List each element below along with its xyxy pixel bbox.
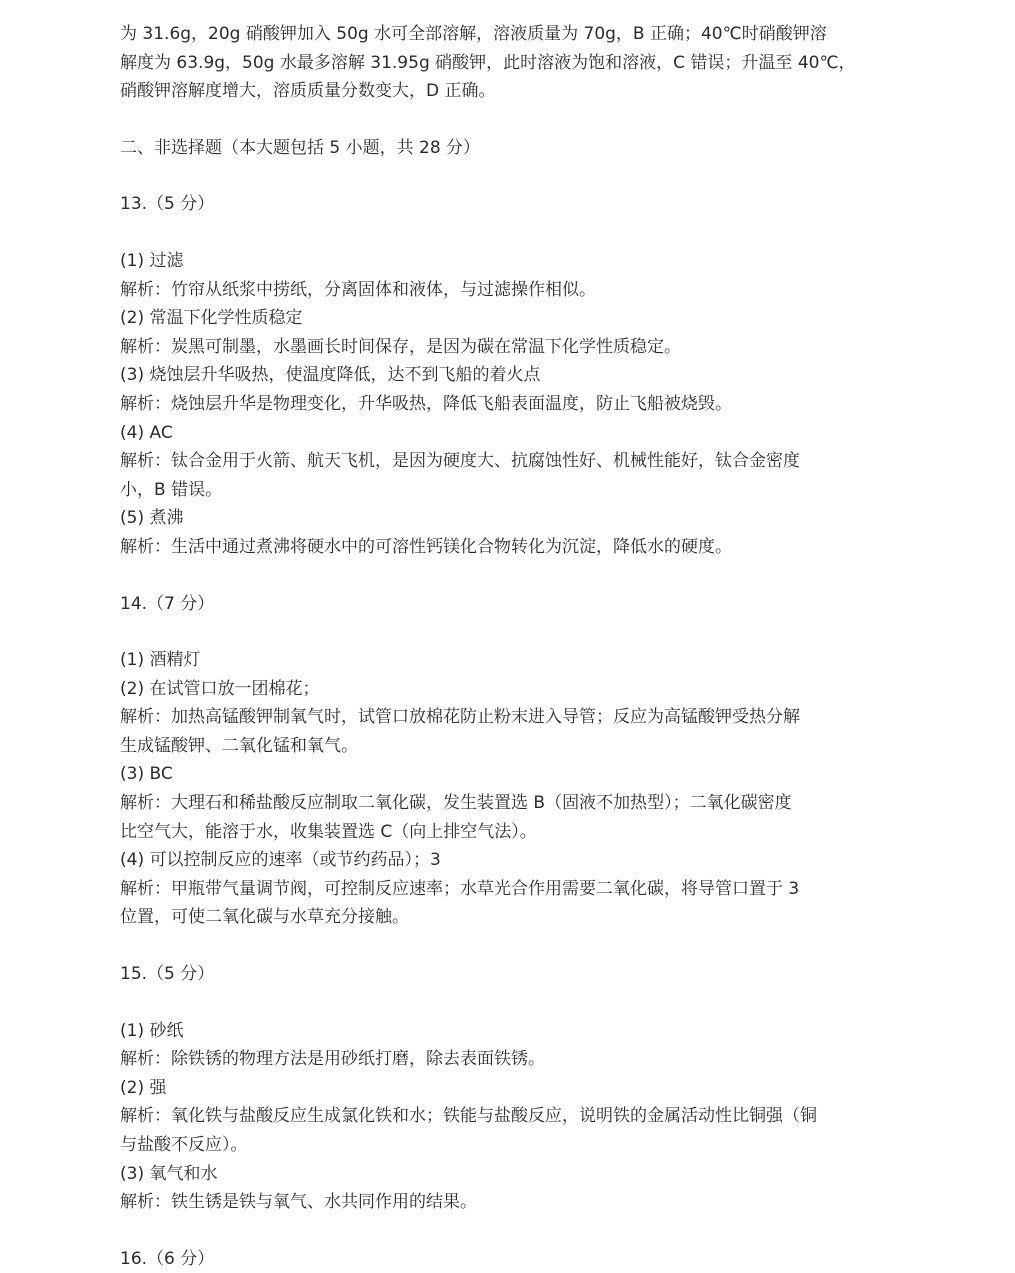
answer-line: (2) 强 (120, 1077, 167, 1098)
analysis-line: 解析：除铁锈的物理方法是用砂纸打磨，除去表面铁锈。 (120, 1049, 545, 1070)
analysis-line: 比空气大，能溶于水，收集装置选 C（向上排空气法）。 (120, 821, 537, 842)
question-14-body (120, 646, 890, 932)
answer-line: (1) 过滤 (120, 250, 184, 271)
analysis-line: 解析：钛合金用于火箭、航天飞机，是因为硬度大、抗腐蚀性好、机械性能好，钛合金密度 (120, 451, 800, 472)
analysis-line: 解析：氧化铁与盐酸反应生成氯化铁和水；铁能与盐酸反应，说明铁的金属活动性比铜强（铜 (120, 1106, 817, 1127)
analysis-line: 解析：竹帘从纸浆中捞纸，分离固体和液体，与过滤操作相似。 (120, 279, 596, 300)
section-title: 二、非选择题（本大题包括 5 小题，共 28 分） (120, 137, 481, 158)
answer-line: (1) 酒精灯 (120, 650, 201, 671)
question-14-heading: 14.（7 分） (120, 593, 215, 614)
answer-line: (5) 煮沸 (120, 508, 184, 529)
intro-paragraph (120, 20, 890, 106)
question-15-heading: 15.（5 分） (120, 964, 215, 985)
analysis-line: 解析：加热高锰酸钾制氧气时，试管口放棉花防止粉末进入导管；反应为高锰酸钾受热分解 (120, 707, 800, 728)
answer-line: (1) 砂纸 (120, 1020, 184, 1041)
text-line: 解度为 63.9g，50g 水最多溶解 31.95g 硝酸钾，此时溶液为饱和溶液，C 错误；升温至 40℃， (120, 52, 856, 73)
answer-line: (4) 可以控制反应的速率（或节约药品）；3 (120, 850, 441, 871)
analysis-line: 解析：甲瓶带气量调节阀，可控制反应速率；水草光合作用需要二氧化碳，将导管口置于 3 (120, 878, 800, 899)
analysis-line: 小，B 错误。 (120, 479, 223, 500)
analysis-line: 与盐酸不反应）。 (120, 1135, 248, 1155)
question-13-heading: 13.（5 分） (120, 194, 215, 215)
answer-line: (3) 烧蚀层升华吸热，使温度降低，达不到飞船的着火点 (120, 365, 541, 386)
document-page (120, 20, 890, 1273)
analysis-line: 解析：炭黑可制墨，水墨画长时间保存，是因为碳在常温下化学性质稳定。 (120, 336, 681, 357)
question-15-body (120, 1017, 890, 1217)
answer-line: (2) 在试管口放一团棉花； (120, 678, 320, 699)
analysis-line: 解析：铁生锈是铁与氧气、水共同作用的结果。 (120, 1192, 477, 1213)
text-line: 硝酸钾溶解度增大，溶质质量分数变大，D 正确。 (120, 81, 496, 102)
text-line: 为 31.6g，20g 硝酸钾加入 50g 水可全部溶解，溶液质量为 70g，B 正确；40℃时硝酸钾溶 (120, 24, 827, 44)
answer-line: (2) 常温下化学性质稳定 (120, 308, 303, 329)
analysis-line: 解析：大理石和稀盐酸反应制取二氧化碳，发生装置选 B（固液不加热型）；二氧化碳密度 (120, 793, 792, 814)
analysis-line: 解析：生活中通过煮沸将硬水中的可溶性钙镁化合物转化为沉淀，降低水的硬度。 (120, 536, 732, 557)
question-16-heading: 16.（6 分） (120, 1248, 215, 1269)
analysis-line: 解析：烧蚀层升华是物理变化，升华吸热，降低飞船表面温度，防止飞船被烧毁。 (120, 393, 732, 414)
answer-line: (3) 氧气和水 (120, 1163, 218, 1184)
answer-line: (4) AC (120, 422, 173, 443)
analysis-line: 位置，可使二氧化碳与水草充分接触。 (120, 907, 409, 928)
answer-line: (3) BC (120, 764, 173, 785)
analysis-line: 生成锰酸钾、二氧化锰和氧气。 (120, 735, 358, 756)
question-13-body (120, 247, 890, 562)
